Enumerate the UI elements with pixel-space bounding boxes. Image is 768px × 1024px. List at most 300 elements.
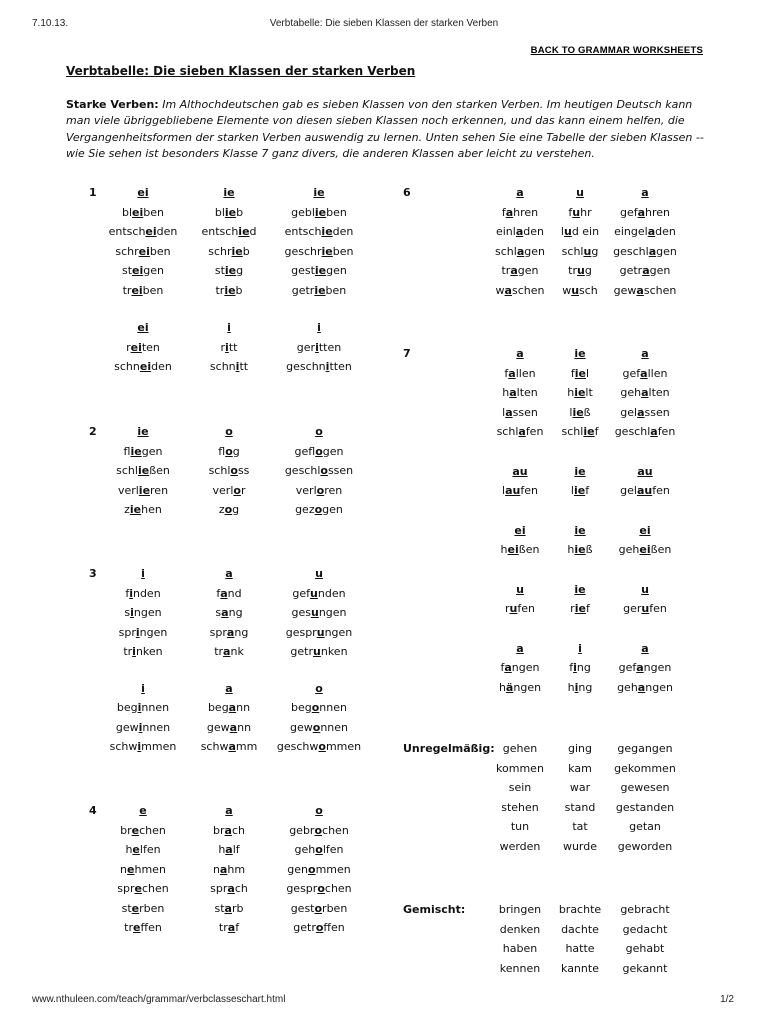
stem-vowel: a (515, 225, 524, 238)
stem-vowel: e (131, 823, 140, 837)
verb-form: fliegen (123, 444, 163, 458)
verb-form: tat (572, 820, 588, 833)
stem-vowel: ei (131, 283, 143, 297)
stem-vowel: ei (145, 225, 157, 238)
stem-vowel: ie (314, 264, 327, 277)
verb-form: geheißen (618, 543, 672, 556)
vowel-header: i (141, 681, 145, 695)
verb-form: verloren (295, 483, 343, 497)
verb-form: gehen (502, 742, 538, 755)
verb-form: schlafen (496, 425, 544, 438)
verb-form: begann (207, 701, 251, 714)
stem-vowel: o (317, 882, 325, 895)
stem-vowel: u (313, 645, 321, 658)
stem-vowel: a (228, 740, 236, 753)
verb-form: schließen (116, 464, 170, 477)
verb-form: steigen (121, 264, 164, 277)
stem-vowel: o (230, 464, 238, 477)
verb-form: wurde (562, 839, 598, 853)
vowel-header: e (139, 804, 147, 817)
stem-vowel: o (320, 464, 328, 477)
verb-form: gestorben (290, 901, 348, 915)
verb-form: lief (570, 484, 590, 497)
stem-vowel: ie (238, 225, 250, 238)
verb-form: hielt (567, 386, 593, 399)
verb-form: trank (214, 645, 244, 658)
stem-vowel: i (138, 720, 143, 734)
class-number: 1 (89, 186, 97, 199)
class-number: 3 (89, 567, 97, 580)
verb-form: schrieb (208, 244, 250, 258)
vowel-header: ei (639, 523, 651, 537)
verb-form: schloss (208, 464, 250, 477)
verb-form: geschlossen (284, 464, 354, 477)
stem-vowel: i (129, 586, 133, 600)
verb-form: gewonnen (290, 720, 348, 734)
verb-form: rief (570, 602, 590, 615)
verb-form: tragen (501, 264, 539, 277)
stem-vowel: a (509, 386, 517, 399)
verb-form: gesprochen (286, 882, 352, 895)
verb-form: fahren (501, 205, 539, 219)
vowel-header: a (641, 186, 649, 199)
verb-form: sprang (209, 625, 249, 639)
verb-form: stieg (214, 264, 244, 277)
vowel-header: ie (574, 582, 586, 596)
verb-form: ließ (569, 405, 591, 419)
vowel-header: o (315, 804, 323, 817)
verb-form: schwimmen (109, 740, 177, 753)
stem-vowel: o (318, 740, 326, 753)
verb-form: brechen (120, 823, 166, 837)
stem-vowel: o (312, 720, 321, 734)
verb-form: gesungen (291, 606, 347, 619)
stem-vowel: e (127, 862, 135, 876)
verb-form: schreiben (115, 244, 171, 258)
stem-vowel: a (510, 264, 518, 277)
stem-vowel: ie (572, 405, 584, 419)
stem-vowel: e (133, 921, 141, 934)
verb-form: einladen (495, 225, 545, 238)
stem-vowel: o (308, 862, 316, 876)
class-number: 4 (89, 804, 97, 817)
stem-vowel: ie (321, 244, 333, 258)
verb-form: flog (218, 444, 240, 458)
verb-form: halten (502, 386, 538, 399)
verb-form: trinken (123, 645, 163, 658)
vowel-header: o (315, 425, 323, 438)
intro-text: Im Althochdeutschen gab es sieben Klassen von den starken Verben. Im heutigen Deutsch kann man viele übriggebliebene Elemente von diesen sieben Klassen noch erkennen, und das kann einem helfen, die Vergangenheitsformen der starken Verben auswendig zu lernen. Unten sehen Sie eine Tabelle der sieben Klassen -- wie Sie sehen ist besonders Klasse 7 ganz divers, die anderen Klassen aber leicht zu verstehen. (66, 98, 704, 160)
verb-form: getan (629, 820, 661, 833)
print-url: www.nthuleen.com/teach/grammar/verbclasseschart.html (32, 994, 286, 1005)
verb-form: heißen (500, 543, 540, 556)
verb-form: geblieben (291, 205, 347, 219)
stem-vowel: a (224, 901, 232, 915)
vowel-header: i (317, 321, 321, 334)
stem-vowel: a (516, 244, 525, 258)
verb-form: lud ein (560, 225, 600, 238)
stem-vowel: i (235, 360, 240, 373)
stem-vowel: u (509, 602, 518, 615)
vowel-header: a (641, 347, 649, 360)
vowel-header: a (225, 804, 233, 817)
verb-form: brachte (558, 903, 602, 916)
verb-form: schneiden (114, 360, 172, 373)
stem-vowel: a (647, 225, 656, 238)
stem-vowel: a (229, 720, 238, 734)
verb-form: getrunken (290, 645, 348, 658)
verb-form: ging (568, 742, 592, 755)
class-number: 2 (89, 425, 97, 438)
verb-form: geworden (617, 839, 673, 853)
verb-form: sprach (210, 882, 248, 895)
verb-form: blieb (214, 205, 244, 219)
verb-form: treiben (122, 283, 164, 297)
stem-vowel: o (314, 901, 323, 915)
stem-vowel: a (636, 283, 644, 297)
stem-vowel: ei (639, 543, 651, 556)
vowel-header: ei (514, 523, 526, 537)
verb-form: ziehen (124, 503, 162, 516)
stem-vowel: a (518, 425, 526, 438)
stem-vowel: a (640, 366, 648, 380)
back-to-grammar-worksheets-link[interactable]: BACK TO GRAMMAR WORKSHEETS (530, 45, 703, 56)
verb-form: entschied (201, 225, 257, 238)
verb-form: gefangen (618, 661, 672, 674)
stem-vowel: ei (132, 205, 144, 219)
vowel-header: a (225, 681, 233, 695)
stem-vowel: o (225, 444, 233, 458)
stem-vowel: i (137, 740, 142, 753)
verb-form: fangen (500, 661, 540, 674)
vowel-header: ie (574, 523, 586, 537)
stem-vowel: o (314, 823, 323, 837)
stem-vowel: u (310, 586, 318, 600)
stem-vowel: ie (137, 464, 150, 477)
stem-vowel: i (130, 606, 134, 619)
stem-vowel: au (636, 484, 653, 497)
verb-form: springen (118, 625, 168, 639)
verb-form: fallen (504, 366, 536, 380)
verb-form: sang (215, 606, 243, 619)
stem-vowel: i (135, 625, 140, 639)
stem-vowel: a (228, 701, 237, 714)
stem-vowel: ä (505, 680, 514, 694)
verb-form: gebracht (620, 903, 670, 916)
stem-vowel: ie (314, 283, 326, 297)
verb-form: stand (564, 800, 596, 814)
stem-vowel: i (315, 340, 319, 354)
print-date: 7.10.13. (32, 18, 69, 29)
verb-form: trug (568, 264, 592, 277)
verb-form: ritt (220, 340, 238, 354)
stem-vowel: i (137, 701, 142, 714)
vowel-header: ie (574, 464, 586, 478)
verb-form: eingeladen (614, 225, 676, 238)
verb-form: hängen (498, 680, 542, 694)
verb-form: gestiegen (291, 264, 347, 277)
stem-vowel: ie (224, 283, 236, 297)
verb-form: nahm (212, 862, 246, 876)
stem-vowel: a (226, 625, 235, 639)
verb-form: singen (124, 606, 162, 619)
verb-form: beginnen (116, 701, 170, 714)
vowel-header: u (641, 582, 649, 596)
intro-label: Starke Verben: (66, 98, 159, 111)
verb-form: geschnitten (286, 360, 352, 373)
verb-form: treffen (124, 921, 162, 934)
stem-vowel: o (311, 701, 320, 714)
stem-vowel: a (224, 823, 232, 837)
verb-form: schlug (561, 244, 599, 258)
vowel-header: a (516, 347, 524, 360)
verb-form: schlagen (495, 244, 545, 258)
stem-vowel: ei (132, 264, 144, 277)
verb-form: sprechen (117, 882, 169, 895)
verb-form: gedacht (622, 922, 668, 936)
verb-form: half (218, 843, 240, 856)
stem-vowel: ie (574, 366, 587, 380)
verb-form: gelaufen (620, 484, 670, 497)
stem-vowel: ie (573, 484, 586, 497)
verb-form: bleiben (121, 205, 164, 219)
stem-vowel: a (650, 425, 658, 438)
verb-form: getroffen (293, 921, 345, 934)
stem-vowel: au (505, 484, 521, 497)
verb-form: stehen (501, 800, 539, 814)
vowel-header: o (315, 681, 323, 695)
vowel-header: u (576, 186, 584, 199)
stem-vowel: o (315, 921, 324, 934)
verb-form: gebrochen (289, 823, 349, 837)
stem-vowel: a (504, 283, 512, 297)
stem-vowel: u (572, 205, 581, 219)
verb-form: rufen (505, 602, 535, 615)
stem-vowel: o (315, 444, 323, 458)
stem-vowel: ie (321, 225, 333, 238)
vowel-header: u (315, 567, 323, 580)
verb-form: gelassen (620, 405, 670, 419)
stem-vowel: o (224, 503, 233, 516)
stem-vowel: a (227, 921, 236, 934)
intro-paragraph (66, 97, 716, 162)
stem-vowel: u (583, 244, 592, 258)
verb-form: verlor (212, 483, 246, 497)
stem-vowel: ie (224, 205, 237, 219)
verb-form: fand (216, 586, 242, 600)
stem-vowel: u (310, 606, 319, 619)
verb-form: starb (214, 901, 244, 915)
stem-vowel: a (641, 386, 649, 399)
stem-vowel: ie (574, 543, 586, 556)
verb-form: gehalten (620, 386, 670, 399)
vowel-header: o (225, 425, 233, 438)
verb-form: helfen (125, 843, 161, 856)
vowel-header: a (641, 641, 649, 655)
verb-form: gewinnen (115, 720, 171, 734)
stem-vowel: i (574, 680, 579, 694)
stem-vowel: a (636, 661, 644, 674)
verb-form: sein (508, 781, 532, 794)
verb-form: nehmen (120, 862, 166, 876)
vowel-header: a (516, 641, 524, 655)
verb-form: schnitt (209, 360, 249, 373)
gemischt-label: Gemischt: (403, 903, 466, 916)
verb-form: geholfen (294, 843, 344, 856)
verb-form: gewann (206, 720, 252, 734)
verb-form: fing (569, 661, 591, 674)
print-page-number: 1/2 (720, 994, 734, 1005)
stem-vowel: ei (130, 340, 142, 354)
stem-vowel: e (134, 882, 142, 895)
verb-form: haben (502, 942, 538, 955)
stem-vowel: ie (574, 386, 586, 399)
vowel-header: i (578, 641, 582, 655)
verb-form: geschrieben (284, 244, 354, 258)
stem-vowel: i (225, 340, 229, 354)
vowel-header: u (516, 582, 524, 596)
verb-form: verlieren (117, 483, 169, 497)
vowel-header: ie (137, 425, 149, 438)
verb-form: getragen (619, 264, 671, 277)
vowel-header: au (637, 464, 653, 478)
stem-vowel: a (219, 862, 228, 876)
stem-vowel: ie (224, 264, 237, 277)
stem-vowel: a (637, 680, 646, 694)
vowel-header: a (516, 186, 524, 199)
verb-form: geschlafen (614, 425, 676, 438)
stem-vowel: a (505, 405, 513, 419)
verb-form: schlief (561, 425, 599, 438)
verb-form: denken (499, 922, 541, 936)
verb-form: lassen (502, 405, 538, 419)
stem-vowel: u (577, 264, 585, 277)
verb-form: kannte (561, 961, 599, 975)
verb-form: werden (499, 839, 541, 853)
verb-form: genommen (287, 862, 351, 876)
stem-vowel: ie (574, 602, 586, 615)
verb-form: gekommen (614, 761, 676, 775)
verb-form: fuhr (568, 205, 592, 219)
verb-form: gekannt (622, 961, 668, 975)
verb-form: begonnen (291, 701, 347, 714)
verb-form: kam (568, 761, 592, 775)
stem-vowel: o (233, 483, 241, 497)
stem-vowel: o (316, 483, 325, 497)
stem-vowel: a (508, 366, 516, 380)
verb-form: kommen (496, 761, 544, 775)
verb-form: gewaschen (613, 283, 677, 297)
verb-form: gegangen (617, 742, 673, 755)
stem-vowel: a (505, 205, 514, 219)
verb-form: gefahren (619, 205, 671, 219)
verb-form: entscheiden (108, 225, 178, 238)
vowel-header: a (225, 567, 233, 580)
vowel-header: i (141, 567, 145, 580)
verb-form: tun (510, 820, 530, 833)
stem-vowel: i (573, 661, 577, 674)
stem-vowel: a (637, 405, 645, 419)
stem-vowel: a (504, 661, 512, 674)
stem-vowel: u (641, 602, 650, 615)
verb-form: wusch (562, 283, 598, 297)
vowel-header: ie (313, 186, 325, 199)
print-page-title: Verbtabelle: Die sieben Klassen der starken Verben (269, 18, 499, 29)
verb-form: geflogen (294, 444, 344, 458)
stem-vowel: o (315, 843, 323, 856)
class-number: 7 (403, 347, 411, 360)
verb-form: geschlagen (613, 244, 677, 258)
verb-form: trieb (215, 283, 243, 297)
stem-vowel: a (225, 843, 233, 856)
verb-form: geschwommen (276, 740, 362, 753)
verb-form: hieß (567, 543, 593, 556)
verb-form: gerufen (623, 602, 667, 615)
vowel-header: ei (137, 186, 149, 199)
stem-vowel: ei (507, 543, 519, 556)
verb-form: dachte (561, 922, 599, 936)
vowel-header: i (227, 321, 231, 334)
verb-form: bringen (498, 903, 542, 916)
verb-form: finden (125, 586, 161, 600)
verb-form: gezogen (295, 503, 343, 516)
verb-form: gestanden (615, 800, 675, 814)
stem-vowel: ei (138, 244, 150, 258)
verb-form: waschen (495, 283, 545, 297)
verb-form: brach (213, 823, 245, 837)
stem-vowel: u (316, 625, 325, 639)
stem-vowel: ie (130, 444, 142, 458)
stem-vowel: a (642, 264, 650, 277)
verb-form: traf (218, 921, 240, 934)
verb-form: gehangen (617, 680, 673, 694)
vowel-header: ie (574, 347, 586, 360)
stem-vowel: u (563, 225, 572, 238)
stem-vowel: ie (129, 503, 142, 516)
stem-vowel: a (637, 205, 646, 219)
stem-vowel: e (132, 843, 140, 856)
verb-form: reiten (126, 340, 160, 354)
stem-vowel: ie (231, 244, 243, 258)
verb-form: hatte (565, 942, 595, 955)
vowel-header: au (512, 464, 528, 478)
unregelmaessig-label: Unregelmäßig: (403, 742, 495, 755)
class-number: 6 (403, 186, 411, 199)
verb-form: kennen (499, 961, 541, 975)
verb-form: schwamm (200, 740, 258, 753)
document-title: Verbtabelle: Die sieben Klassen der starken Verben (66, 64, 416, 78)
stem-vowel: o (314, 503, 323, 516)
stem-vowel: i (325, 360, 330, 373)
stem-vowel: a (223, 645, 231, 658)
verb-form: gefunden (292, 586, 346, 600)
verb-form: gewesen (620, 781, 670, 794)
stem-vowel: a (221, 606, 229, 619)
verb-form: sterben (121, 901, 165, 915)
verb-form: geritten (296, 340, 342, 354)
verb-form: laufen (502, 484, 538, 497)
stem-vowel: i (132, 645, 136, 658)
stem-vowel: ei (139, 360, 152, 373)
verb-form: getrieben (291, 283, 347, 297)
stem-vowel: ie (314, 205, 327, 219)
stem-vowel: ie (138, 483, 151, 497)
vowel-header: ie (223, 186, 235, 199)
stem-vowel: a (220, 586, 228, 600)
stem-vowel: a (227, 882, 235, 895)
verb-form: gehabt (625, 942, 665, 955)
verb-form: gesprungen (285, 625, 353, 639)
